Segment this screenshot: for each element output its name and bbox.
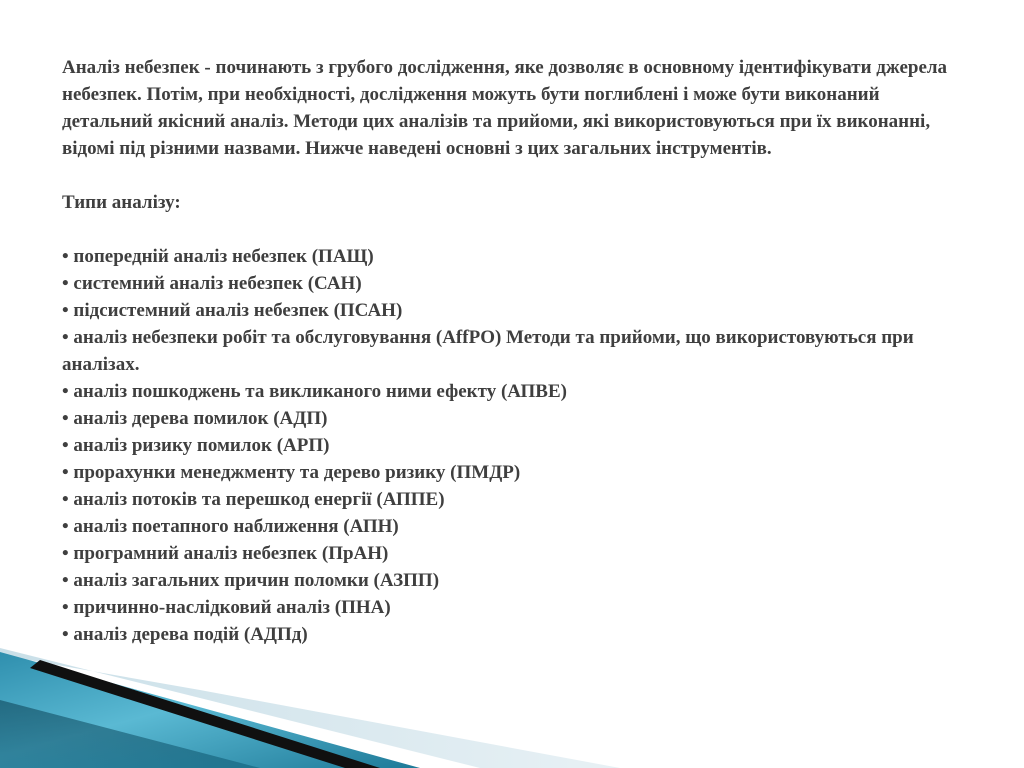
list-item bbox=[62, 324, 962, 378]
list-item-label: системний аналіз небезпек (САН) bbox=[68, 273, 362, 294]
slide-content bbox=[62, 54, 962, 648]
bullet-icon: • bbox=[62, 435, 69, 456]
list-item bbox=[62, 270, 962, 297]
list-item-label: аналіз дерева подій (АДПд) bbox=[68, 624, 308, 645]
list-item-label: підсистемний аналіз небезпек (ПСАН) bbox=[68, 300, 403, 321]
list-item-label: програмний аналіз небезпек (ПрАН) bbox=[68, 543, 389, 564]
bullet-icon: • bbox=[62, 516, 69, 537]
list-item bbox=[62, 567, 962, 594]
bullet-icon: • bbox=[62, 300, 69, 321]
bullet-icon: • bbox=[62, 597, 69, 618]
bullet-icon: • bbox=[62, 489, 69, 510]
types-heading: Типи аналізу: bbox=[62, 192, 181, 213]
bullet-icon: • bbox=[62, 570, 69, 591]
list-item-label: аналіз загальних причин поломки (АЗПП) bbox=[68, 570, 440, 591]
list-item bbox=[62, 378, 962, 405]
bullet-icon: • bbox=[62, 408, 69, 429]
list-item-label: аналіз ризику помилок (АРП) bbox=[68, 435, 330, 456]
list-item bbox=[62, 513, 962, 540]
analysis-types-list bbox=[62, 243, 962, 648]
list-item bbox=[62, 459, 962, 486]
bullet-icon: • bbox=[62, 246, 69, 267]
list-item-label: аналіз дерева помилок (АДП) bbox=[68, 408, 328, 429]
bullet-icon: • bbox=[62, 543, 69, 564]
bullet-icon: • bbox=[62, 381, 69, 402]
bullet-icon: • bbox=[62, 624, 69, 645]
list-item bbox=[62, 297, 962, 324]
list-item bbox=[62, 405, 962, 432]
list-item bbox=[62, 540, 962, 567]
list-item bbox=[62, 621, 962, 648]
bullet-icon: • bbox=[62, 273, 69, 294]
list-item-label: аналіз поетапного наближення (АПН) bbox=[68, 516, 399, 537]
list-item-label: аналіз потоків та перешкод енергії (АППЕ) bbox=[68, 489, 445, 510]
list-item-label: причинно-наслідковий аналіз (ПНА) bbox=[68, 597, 391, 618]
list-item-label: аналіз небезпеки робіт та обслуговування (AffPO) Методи та прийоми, що використовуються при аналізах. bbox=[62, 327, 914, 375]
list-item bbox=[62, 486, 962, 513]
list-item-label: попередній аналіз небезпек (ПАЩ) bbox=[68, 246, 374, 267]
list-item bbox=[62, 432, 962, 459]
list-item bbox=[62, 243, 962, 270]
list-item-label: прорахунки менеджменту та дерево ризику (ПМДР) bbox=[68, 462, 521, 483]
list-item-label: аналіз пошкоджень та викликаного ними ефекту (АПВЕ) bbox=[68, 381, 567, 402]
bullet-icon: • bbox=[62, 462, 69, 483]
list-item bbox=[62, 594, 962, 621]
bullet-icon: • bbox=[62, 327, 69, 348]
intro-paragraph: Аналіз небезпек - починають з грубого дослідження, яке дозволяє в основному ідентифікувати джерела небезпек. Потім, при необхідності, дослідження можуть бути поглиблені і може бути виконаний детальний якісний аналіз. Методи цих аналізів та прийоми, які використовуються при їх виконанні, відомі під різними назвами. Нижче наведені основні з цих загальних інструментів. bbox=[62, 57, 948, 159]
